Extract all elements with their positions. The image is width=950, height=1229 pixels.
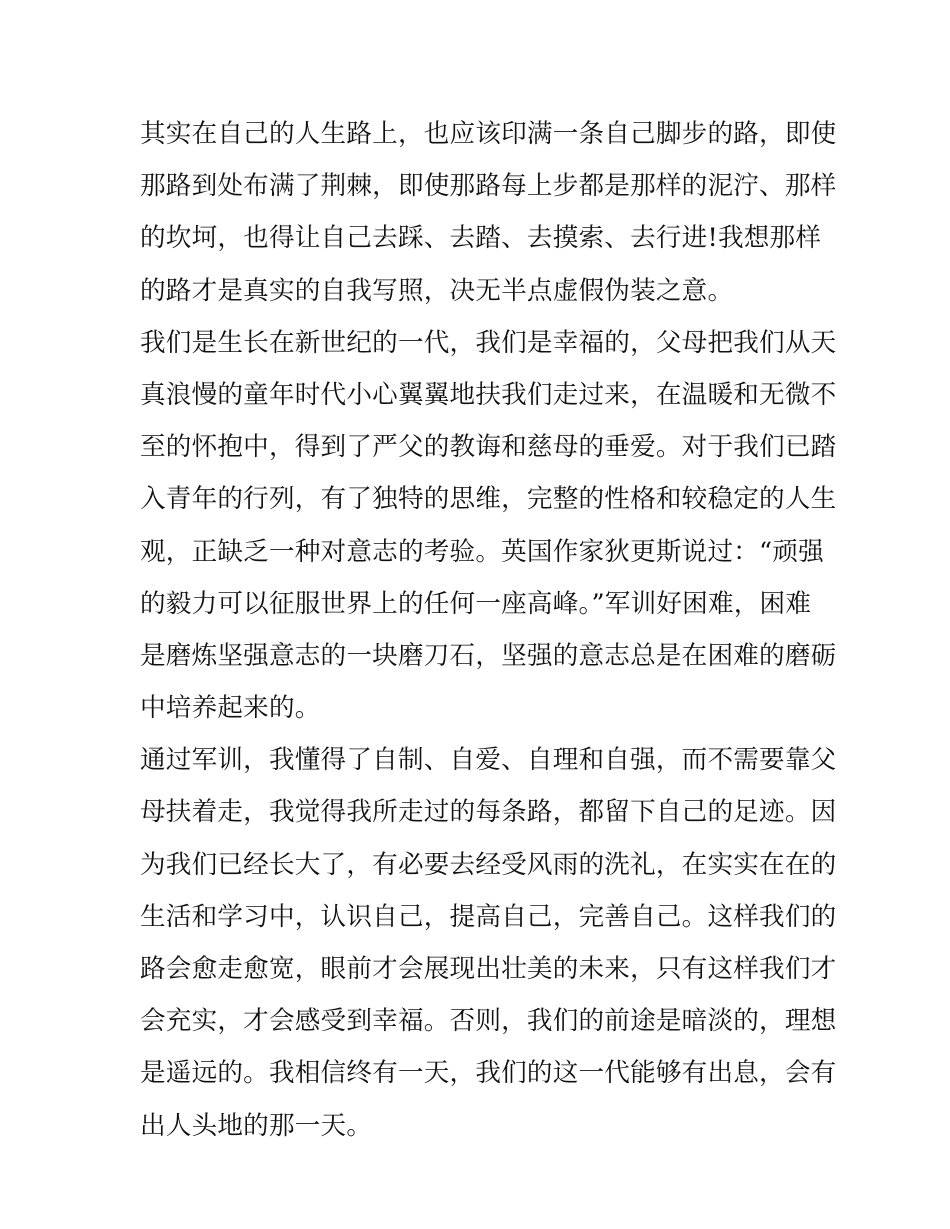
text-line: 出人头地的那一天。 [140,1110,373,1141]
text-line: 中培养起来的。 [140,693,321,724]
text-line: 是磨炼坚强意志的一块磨刀石，坚强的意志总是在困难的磨砺 [140,640,837,671]
text-line: 的毅力可以征服世界上的任何一座高峰。”军训好困难，困难 [140,588,812,619]
text-line: 的坎坷，也得让自己去踩、去踏、去摸索、去行进!我想那样 [140,223,822,254]
text-line: 那路到处布满了荆棘，即使那路每上步都是那样的泥泞、那样 [140,171,837,202]
text-line: 通过军训，我懂得了自制、自爱、自理和自强，而不需要靠父 [140,745,837,776]
text-line: 为我们已经长大了，有必要去经受风雨的洗礼，在实实在在的 [140,849,837,880]
text-line: 至的怀抱中，得到了严父的教诲和慈母的垂爱。对于我们已踏 [140,432,837,463]
text-line: 其实在自己的人生路上，也应该印满一条自己脚步的路，即使 [140,119,837,149]
text-line: 的路才是真实的自我写照，决无半点虚假伪装之意。 [140,275,734,306]
text-line: 是遥远的。我相信终有一天，我们的这一代能够有出息，会有 [140,1058,837,1089]
text-line: 观，正缺乏一种对意志的考验。英国作家狄更斯说过：“顽强 [140,536,824,567]
text-line: 真浪慢的童年时代小心翼翼地扶我们走过来，在温暖和无微不 [140,379,837,410]
text-line: 生活和学习中，认识自己，提高自己，完善自己。这样我们的 [140,901,837,932]
text-line: 入青年的行列，有了独特的思维，完整的性格和较稳定的人生 [140,484,837,515]
essay-body [140,108,837,1152]
text-line: 母扶着走，我觉得我所走过的每条路，都留下自己的足迹。因 [140,797,837,828]
text-line: 我们是生长在新世纪的一代，我们是幸福的，父母把我们从天 [140,327,837,358]
text-line: 会充实，才会感受到幸福。否则，我们的前途是暗淡的，理想 [140,1006,837,1037]
text-line: 路会愈走愈宽，眼前才会展现出壮美的未来，只有这样我们才 [140,954,837,984]
